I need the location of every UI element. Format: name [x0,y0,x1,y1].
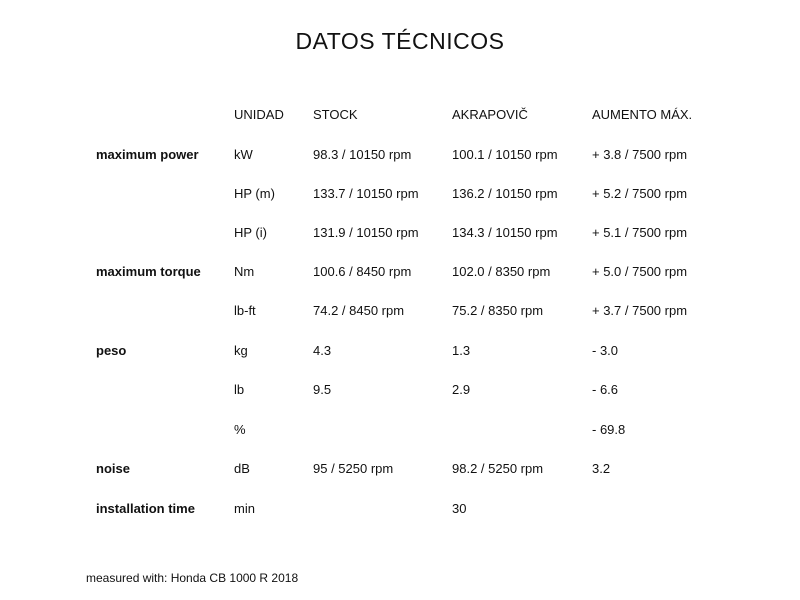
row-akrapovic: 134.3 / 10150 rpm [452,225,558,240]
row-unit: % [234,422,246,437]
header-akrapovic: AKRAPOVIČ [452,107,528,122]
row-unit: Nm [234,264,255,279]
row-unit: HP (i) [234,225,267,240]
row-unit: kg [234,343,248,358]
row-increase: + 5.1 / 7500 rpm [592,225,688,240]
header-stock: STOCK [313,107,358,122]
row-unit: HP (m) [234,186,275,201]
row-akrapovic: 100.1 / 10150 rpm [452,147,558,162]
row-increase: + 5.2 / 7500 rpm [592,186,688,201]
table-row [0,459,800,479]
row-akrapovic: 136.2 / 10150 rpm [452,186,558,201]
row-stock: 100.6 / 8450 rpm [313,264,412,279]
row-akrapovic: 98.2 / 5250 rpm [452,461,544,476]
row-label: maximum power [96,147,199,162]
table-row [0,145,800,165]
row-akrapovic: 75.2 / 8350 rpm [452,303,544,318]
row-increase: 3.2 [592,461,611,476]
table-row [0,420,800,440]
table-row [0,341,800,361]
row-unit: dB [234,461,250,476]
row-increase: - 69.8 [592,422,626,437]
row-stock: 4.3 [313,343,332,358]
row-label: peso [96,343,127,358]
table-row [0,499,800,519]
footnote: measured with: Honda CB 1000 R 2018 [86,571,299,585]
row-akrapovic: 2.9 [452,382,471,397]
row-akrapovic: 102.0 / 8350 rpm [452,264,551,279]
row-increase: + 5.0 / 7500 rpm [592,264,688,279]
row-stock: 98.3 / 10150 rpm [313,147,412,162]
row-unit: min [234,501,255,516]
table-header-row [0,105,800,125]
table-row [0,301,800,321]
row-unit: kW [234,147,253,162]
header-increase: AUMENTO MÁX. [592,107,693,122]
row-label: installation time [96,501,195,516]
row-label: maximum torque [96,264,201,279]
table-row [0,184,800,204]
row-increase: - 6.6 [592,382,619,397]
row-unit: lb [234,382,245,397]
row-unit: lb-ft [234,303,256,318]
row-akrapovic: 1.3 [452,343,471,358]
row-stock: 74.2 / 8450 rpm [313,303,405,318]
page-title: DATOS TÉCNICOS [295,28,505,54]
table-row [0,223,800,243]
table-row [0,380,800,400]
row-label: noise [96,461,130,476]
row-akrapovic: 30 [452,501,467,516]
row-stock: 9.5 [313,382,332,397]
row-increase: - 3.0 [592,343,619,358]
table-row [0,262,800,282]
row-stock: 133.7 / 10150 rpm [313,186,419,201]
row-increase: + 3.7 / 7500 rpm [592,303,688,318]
row-stock: 131.9 / 10150 rpm [313,225,419,240]
row-stock: 95 / 5250 rpm [313,461,394,476]
header-unit: UNIDAD [234,107,284,122]
row-increase: + 3.8 / 7500 rpm [592,147,688,162]
